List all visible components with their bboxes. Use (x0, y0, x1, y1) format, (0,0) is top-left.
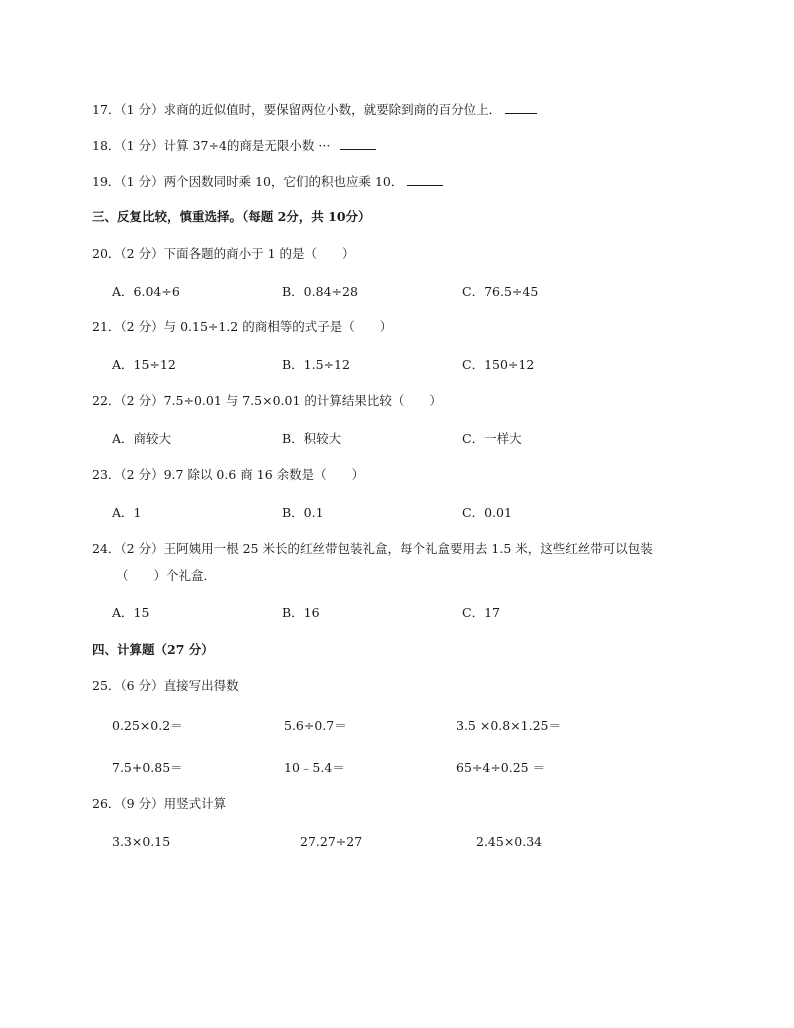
option-c[interactable]: C．0.01 (462, 505, 512, 520)
question-number: 23． (92, 467, 121, 482)
question-score: （9 分） (120, 796, 164, 811)
calc-item: 27.27÷27 (300, 834, 363, 849)
option-a[interactable]: A．15 (112, 605, 150, 620)
calc-item: 5.6÷0.7＝ (284, 718, 347, 733)
option-a[interactable]: A．15÷12 (112, 357, 176, 372)
section-3-title: 三、反复比较，慎重选择。（每题 2分，共 10分） (92, 209, 371, 224)
question-19 (92, 173, 443, 190)
option-b[interactable]: B．1.5÷12 (282, 357, 350, 372)
question-text: 王阿姨用一根 25 米长的红丝带包装礼盒，每个礼盒要用去 1.5 米，这些红丝带可以包装 (163, 541, 653, 556)
question-text: 与 0.15÷1.2 的商相等的式子是（ ） (163, 319, 393, 334)
question-20 (92, 246, 355, 262)
question-text: 求商的近似值时，要保留两位小数，就要除到商的百分位上． (163, 102, 502, 117)
question-number: 19． (92, 174, 121, 189)
question-score: （1 分） (120, 102, 164, 117)
question-number: 21． (92, 319, 121, 334)
question-score: （2 分） (120, 467, 164, 482)
question-text: 两个因数同时乘 10，它们的积也应乘 10． (163, 174, 404, 189)
question-score: （2 分） (120, 393, 164, 408)
question-score: （2 分） (120, 541, 164, 556)
question-number: 22． (92, 393, 121, 408)
question-number: 17． (92, 102, 121, 117)
question-text: 下面各题的商小于 1 的是（ ） (163, 246, 355, 261)
answer-blank[interactable] (340, 137, 376, 150)
option-b[interactable]: B．0.84÷28 (282, 284, 358, 299)
calc-item: 10﹣5.4＝ (284, 760, 345, 775)
option-c[interactable]: C．一样大 (462, 431, 522, 446)
option-c[interactable]: C．17 (462, 605, 500, 620)
question-text: 9.7 除以 0.6 商 16 余数是（ ） (163, 467, 365, 482)
question-23 (92, 467, 364, 483)
question-26 (92, 796, 226, 812)
question-21 (92, 319, 392, 335)
option-a[interactable]: A．6.04÷6 (112, 284, 180, 299)
calc-item: 3.3×0.15 (112, 834, 171, 849)
section-4-title: 四、计算题（27 分） (92, 642, 214, 657)
question-score: （2 分） (120, 319, 164, 334)
calc-item: 0.25×0.2＝ (112, 718, 183, 733)
question-score: （2 分） (120, 246, 164, 261)
question-score: （1 分） (120, 138, 164, 153)
answer-blank[interactable] (505, 101, 537, 114)
question-17 (92, 101, 537, 118)
question-number: 26． (92, 796, 121, 811)
option-b[interactable]: B．0.1 (282, 505, 324, 520)
option-a[interactable]: A．1 (112, 505, 142, 520)
answer-blank[interactable] (407, 173, 443, 186)
question-text: 用竖式计算 (163, 796, 227, 811)
question-24-continuation: （ ）个礼盒． (116, 568, 217, 583)
question-25 (92, 678, 239, 694)
question-score: （6 分） (120, 678, 164, 693)
calc-item: 2.45×0.34 (476, 834, 543, 849)
option-c[interactable]: C．76.5÷45 (462, 284, 539, 299)
question-score: （1 分） (120, 174, 164, 189)
calc-item: 65÷4÷0.25 ＝ (456, 760, 546, 775)
question-number: 18． (92, 138, 121, 153)
question-22 (92, 393, 442, 409)
question-text: 直接写出得数 (163, 678, 239, 693)
question-number: 24． (92, 541, 121, 556)
question-18 (92, 137, 376, 154)
option-a[interactable]: A．商较大 (112, 431, 172, 446)
question-number: 25． (92, 678, 121, 693)
option-b[interactable]: B．16 (282, 605, 320, 620)
calc-item: 3.5 ×0.8×1.25＝ (456, 718, 562, 733)
question-text: 7.5÷0.01 与 7.5×0.01 的计算结果比较（ ） (163, 393, 442, 408)
option-c[interactable]: C．150÷12 (462, 357, 535, 372)
question-number: 20． (92, 246, 121, 261)
question-text: 计算 37÷4的商是无限小数 ··· (163, 138, 331, 153)
option-b[interactable]: B．积较大 (282, 431, 342, 446)
calc-item: 7.5+0.85＝ (112, 760, 183, 775)
question-24 (92, 541, 653, 557)
